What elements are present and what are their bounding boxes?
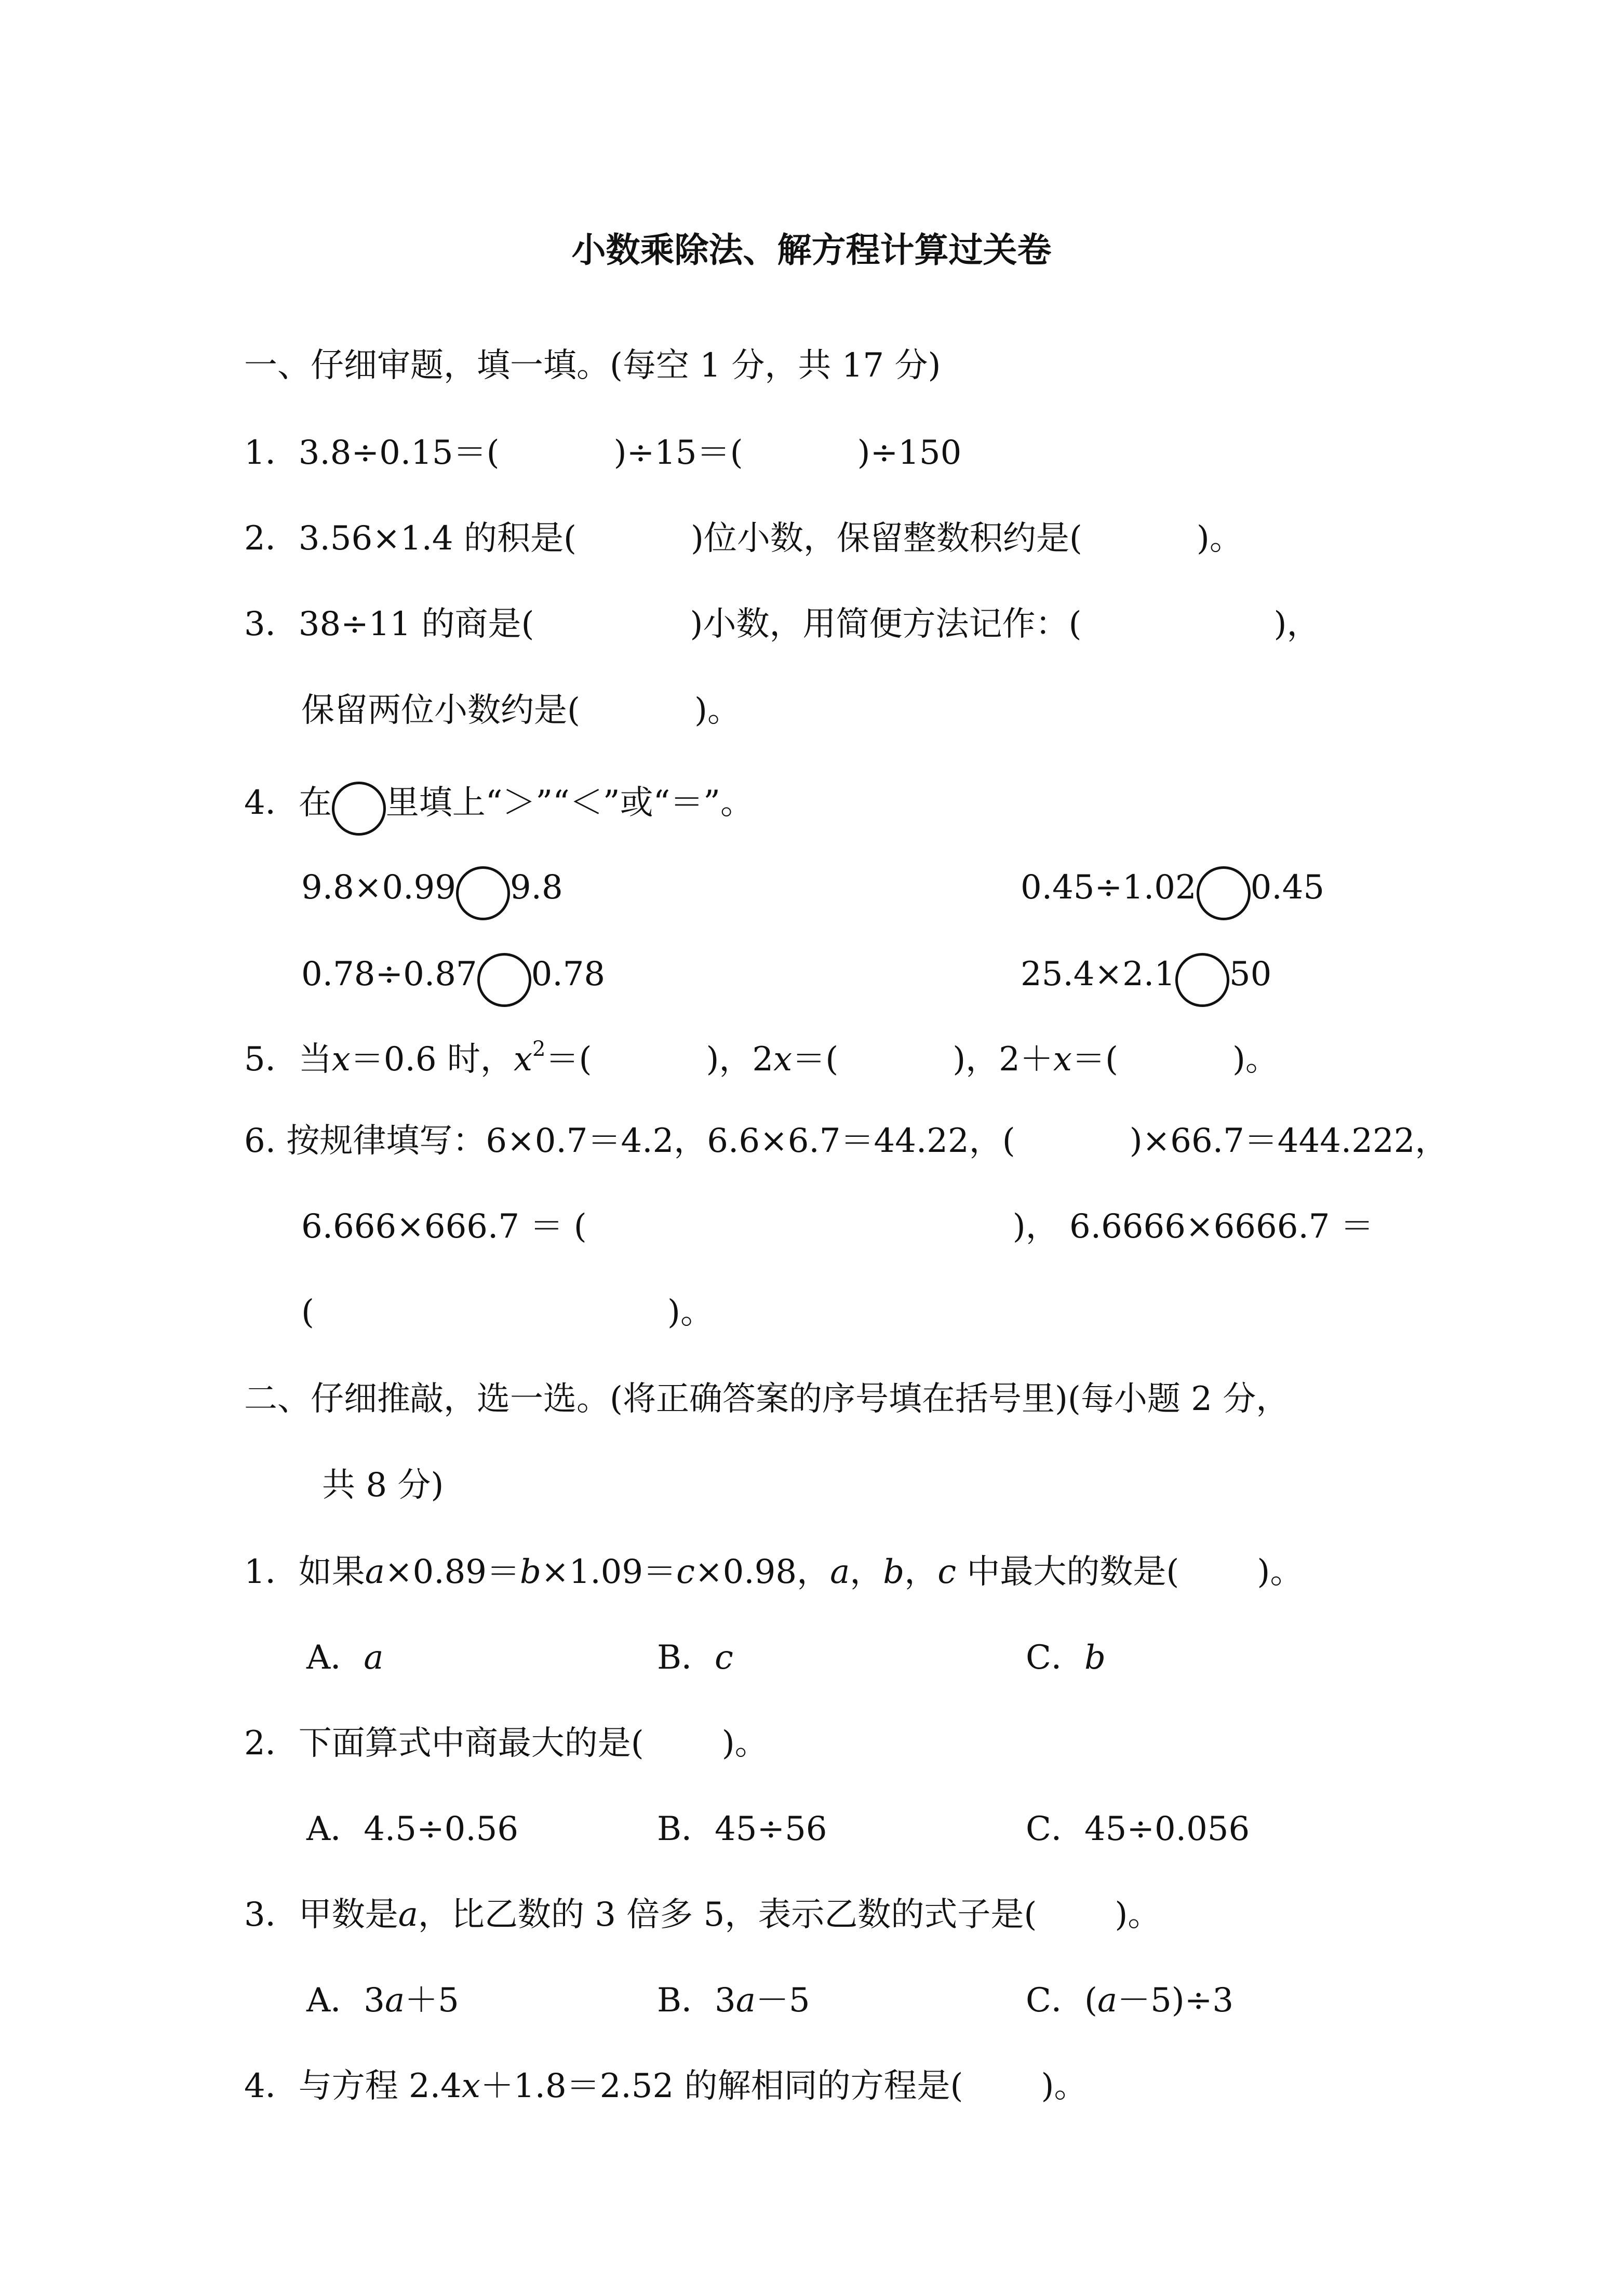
option-b[interactable]: B．c bbox=[657, 1639, 733, 1677]
comparison-3: 0.78÷0.87 0.78 bbox=[301, 953, 605, 1007]
comparison-circle[interactable] bbox=[456, 866, 510, 920]
question-2-1: 1．如果a×0.89＝b×1.09＝c×0.98，a，b，c 中最大的数是( )。 bbox=[244, 1553, 1304, 1591]
option-c[interactable]: C．b bbox=[1026, 1639, 1106, 1677]
question-1-6-cont: 6.666×666.7 ＝ ( )， 6.6666×6666.7 ＝ bbox=[301, 1207, 1374, 1246]
question-1-6: 6. 按规律填写：6×0.7＝4.2，6.6×6.7＝44.22，( )×66.7＝444.222， bbox=[244, 1122, 1448, 1160]
question-number: 4． bbox=[244, 2067, 299, 2105]
question-number: 1． bbox=[244, 434, 299, 472]
option-c[interactable]: C．45÷0.056 bbox=[1026, 1810, 1250, 1848]
comparison-circle[interactable] bbox=[1175, 953, 1229, 1007]
section2-heading-cont: 共 8 分) bbox=[322, 1466, 444, 1505]
question-number: 3． bbox=[244, 605, 299, 643]
question-1-1: 1．3.8÷0.15＝( )÷15＝( )÷150 bbox=[244, 434, 962, 472]
question-1-3: 3．38÷11 的商是( )小数，用简便方法记作：( )， bbox=[244, 605, 1320, 643]
option-c[interactable]: C．(a－5)÷3 bbox=[1026, 1981, 1234, 2020]
question-1-6-cont2: ( )。 bbox=[301, 1293, 714, 1332]
question-1-2: 2．3.56×1.4 的积是( )位小数，保留整数积约是( )。 bbox=[244, 519, 1243, 558]
comparison-circle[interactable] bbox=[477, 953, 531, 1007]
question-number: 5． bbox=[244, 1040, 299, 1079]
comparison-4: 25.4×2.1 50 bbox=[1021, 953, 1271, 1007]
question-1-3-cont: 保留两位小数约是( )。 bbox=[301, 691, 741, 730]
question-1-5: 5．当x＝0.6 时，$x^2=$( )，2x＝( )，2＋x＝( )。 bbox=[244, 1037, 1279, 1079]
question-2-4: 4．与方程 2.4x＋1.8＝2.52 的解相同的方程是( )。 bbox=[244, 2067, 1088, 2105]
question-number: 3． bbox=[244, 1896, 299, 1934]
option-a[interactable]: A．a bbox=[306, 1639, 384, 1677]
comparison-1: 9.8×0.99 9.8 bbox=[301, 866, 563, 920]
section2-heading: 二、仔细推敲，选一选。(将正确答案的序号填在括号里)(每小题 2 分， bbox=[244, 1380, 1290, 1418]
question-number: 4． bbox=[244, 784, 299, 822]
question-1-4: 4．在 里填上“＞”“＜”或“＝”。 bbox=[244, 782, 754, 836]
section1-heading: 一、仔细审题，填一填。(每空 1 分，共 17 分) bbox=[244, 346, 941, 385]
option-b[interactable]: B．3a－5 bbox=[657, 1981, 810, 2020]
page-title: 小数乘除法、解方程计算过关卷 bbox=[571, 230, 1052, 270]
question-number: 1． bbox=[244, 1553, 299, 1591]
question-number: 2． bbox=[244, 519, 299, 558]
comparison-circle[interactable] bbox=[1197, 866, 1251, 920]
comparison-circle[interactable] bbox=[332, 782, 386, 836]
question-2-2: 2．下面算式中商最大的是( )。 bbox=[244, 1724, 768, 1763]
option-a[interactable]: A．3a＋5 bbox=[306, 1981, 459, 2020]
option-b[interactable]: B．45÷56 bbox=[657, 1810, 827, 1848]
comparison-2: 0.45÷1.02 0.45 bbox=[1021, 866, 1324, 920]
question-number: 2． bbox=[244, 1724, 299, 1763]
question-2-3: 3．甲数是a，比乙数的 3 倍多 5，表示乙数的式子是( )。 bbox=[244, 1896, 1161, 1934]
option-a[interactable]: A．4.5÷0.56 bbox=[306, 1810, 519, 1848]
